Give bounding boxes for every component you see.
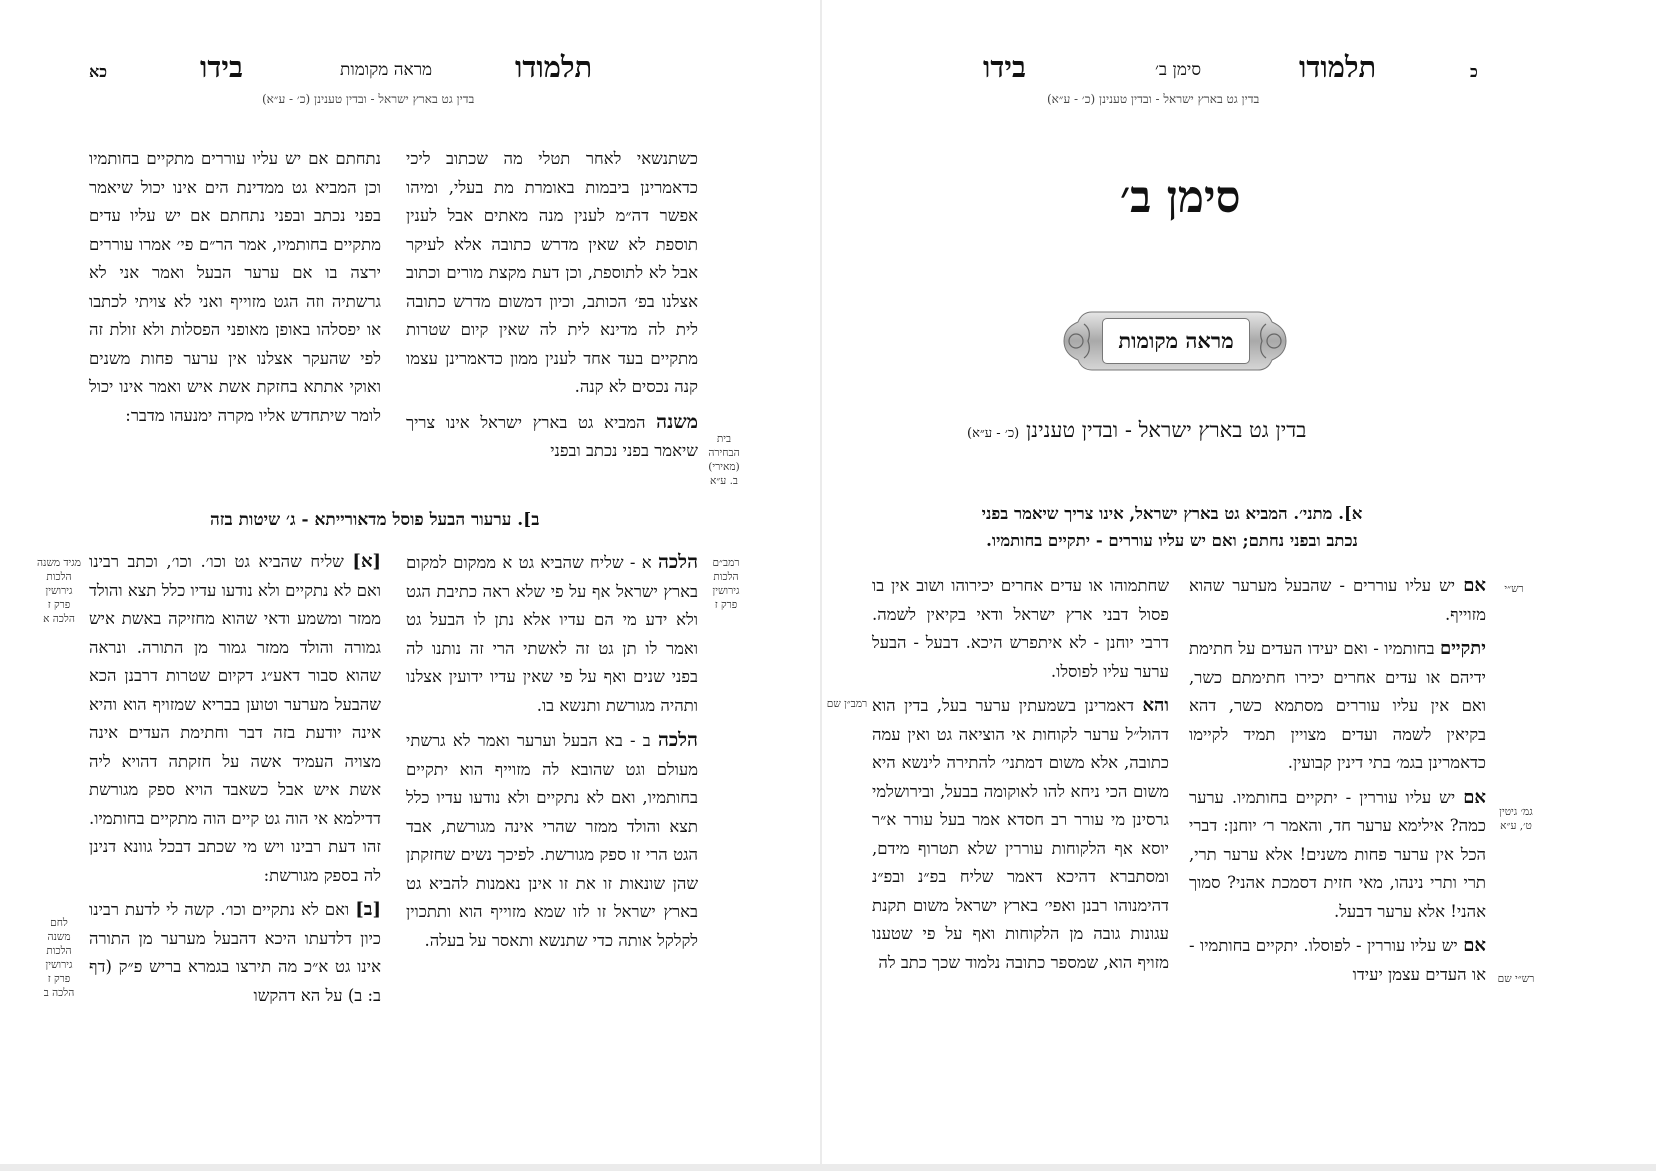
side-ref-beit-habechira: בית הבחירה (מאירי) ב. ע״א xyxy=(708,433,740,487)
halacha-a-text: א - שליח שהביא גט א ממקום למקום בארץ ישראל אף על פי שלא ראה כתיבת הגט ולא ידע מי הם עדיו אלא נתן לו הבעל גט ואמר לו תן גט זה לאשתי הרי זה נותנו לה בפני שנים ואף על פי שאין עדיו ידועין אצלנו ותהיה מגורשת ותנשא בו. xyxy=(406,553,698,715)
badge-label: מראה מקומות xyxy=(1102,318,1250,364)
paragraph-text: יש עליו עוררין - לפוסלו. יתקיים בחותמיו - או העדים עצמן יעידו xyxy=(1189,936,1486,984)
header-section: מראה מקומות xyxy=(340,60,433,80)
side-ref-rambam: רמב״ם הלכות גירושין פרק ז xyxy=(712,557,740,611)
note-b-text: ואם לא נתקיים וכו׳. קשה לי לדעת רבינו כיון דלדעתו היכא דהבעל מערער מן התורה אינו גט א״כ מה תירצו בגמרא בריש פ״ק (דף ב: ב) על הא דהקשו xyxy=(89,900,381,1005)
header-title-right: תלמודו xyxy=(1299,50,1377,84)
paragraph-text: דאמרינן בשמעתין ערער בעל, בדין הוא דהול״ל ערער לקוחות אי הוציאה גט ואין עמה כתובה, אלא משום דמתני׳ להתירה לינשא היא משום הכי ניחא להו לאוקומה בבעל, ובירושלמי גרסינן מי עורר רב חסדא אמר בעל עורר א״ר יוסא אף הלקוחות עוררין שלא תטרוף מידם, ומסתברא דהיכא דאמר שליח בפ״נ ובפ״נ דהימנוהו רבנן ואפי׳ בארץ ישראל משום תקנת עגונות גובה מן הלקוחות ואף על פי שטענו מזויף הוא, שמספר כתובה נלמוד שכך כתב לה xyxy=(872,696,1169,972)
header-subtitle: בדין גט בארץ ישראל - ובדין טענינן (כ׳ - ע״א) xyxy=(1047,92,1260,106)
halacha-keyword: הלכה xyxy=(657,729,698,751)
header-subtitle: בדין גט בארץ ישראל - ובדין טענינן (כ׳ - ע״א) xyxy=(262,92,475,106)
note-a xyxy=(89,548,381,890)
halacha-b xyxy=(406,726,698,955)
header-title-left: בידו xyxy=(200,50,243,84)
top-column-left xyxy=(89,145,381,436)
keyword: אם xyxy=(1463,575,1486,596)
keyword: והא xyxy=(1142,695,1169,716)
intro-line: נכתב ובפני נחתם; ואם יש עליו עוררים - יתקיים בחותמיו. xyxy=(986,531,1358,550)
commentary-paragraph xyxy=(1189,635,1486,778)
commentary-paragraph xyxy=(1189,932,1486,989)
bottom-column-right xyxy=(406,548,698,961)
side-ref-gemara-gittin: גמ׳ גיטין ט׳, ע״א xyxy=(1499,806,1533,832)
header-title-left: בידו xyxy=(983,50,1026,84)
side-ref-ramban: רמב״ן שם xyxy=(826,698,868,710)
siman-title: סימן ב׳ xyxy=(1120,172,1241,223)
paragraph: נתחתם אם יש עליו עוררים מתקיים בחותמיו וכן המביא גט ממדינת הים אינו יכול שיאמר בפני נכתב ובפני נתחתם אם יש עליו עדים מתקיים בחותמיו, אמר הר״ם פי׳ אמרו עוררים ירצה בו אם ערער הבעל ואמר אני לא גרשתיה וזה הגט מזוייף ואני לא צויתי לכתבו או יפסלהו באופן מאופני הפסלות ולא זולת זה לפי שהעקר אצלנו אין ערער פחות משנים ואוקי אתתא בחזקת אשת איש ואמר אינו יכול לומר שיתחדש אליו מקרה ימנעהו מדבר: xyxy=(89,149,381,425)
intro-mishna xyxy=(932,500,1412,554)
paragraph: כשתנשאי לאחר תטלי מה שכתוב ליכי כדאמרינן ביבמות באומרת מת בעלי, ומיהו אפשר דה״מ לענין מנה מאתים אבל לענין תוספת לא שאין מדרש כתובה אלא לעיקר אבל לא לתוספת, וכן דעת מקצת מורים וכתוב אצלנו בפ׳ הכותב, וכיון דמשום מדרש כתובה לית לה מדינא לית לה שאין קיום שטרות מתקיים בעד אחד לענין ממון כדאמרינן עצמו קנה נכסים לא קנה. xyxy=(406,149,698,396)
page-number: כא xyxy=(89,62,108,81)
main-column-left xyxy=(872,572,1169,983)
halacha-b-text: ב - בא הבעל וערער ואמר לא גרשתי מעולם וגט שהובא לה מזוייף הוא יתקיים בחותמיו, ואם לא נתקיים ולא נודעו עדיו כלל תצא והולד ממזר שהרי אינה מגורשת, אבד הגט הרי זו ספק מגורשת. לפיכך נשים שחזקתן שהן שונאות זו את זו אינן נאמנות להביא גט בארץ ישראל זו לזו שמא מזוייף הוא ותתכוין לקלקל אותה כדי שתנשא ותאסר על בעלה. xyxy=(406,731,698,950)
mishna-keyword: משנה xyxy=(656,410,698,433)
keyword: אם xyxy=(1463,786,1486,808)
paragraph-text: יש עליו עוררים - שהבעל מערער שהוא מזוייף. xyxy=(1189,576,1486,624)
page-number: כ xyxy=(1470,62,1478,81)
mishna-paragraph xyxy=(406,408,698,466)
top-column-right xyxy=(406,145,698,472)
intro-line: א]. מתני׳. המביא גט בארץ ישראל, אינו צריך שיאמר בפני xyxy=(981,504,1363,523)
section-badge xyxy=(1062,308,1288,374)
commentary-paragraph: שחתמוהו או עדים אחרים יכירוהו ושוב אין בו פסול דבני ארץ ישראל ודאי בקיאין לשמה. דרבי יוחנן - לא איתפרש היכא. דבעל - הבעל ערער עליו לפוסלו. xyxy=(872,576,1169,681)
side-ref-rashi-sham: רש״י שם xyxy=(1497,973,1535,985)
ramban-paragraph xyxy=(872,692,1169,977)
halacha-keyword: הלכה xyxy=(657,551,699,573)
main-column-right xyxy=(1189,572,1486,995)
note-b xyxy=(89,896,381,1010)
right-page xyxy=(822,0,1656,1164)
mishna-text: המביא גט בארץ ישראל אינו צריך שיאמר בפני נכתב ובפני xyxy=(406,412,698,460)
note-bracket: [ב] xyxy=(355,899,381,920)
topic-ref: (כ׳ - ע״א) xyxy=(967,426,1020,441)
side-ref-maggid-mishna: מגיד משנה הלכות גירושין פרק ז הלכה א xyxy=(37,557,81,625)
gemara-paragraph xyxy=(1189,784,1486,927)
side-ref-rashi: רש״י xyxy=(1504,583,1524,595)
left-page xyxy=(0,0,820,1164)
keyword: אם xyxy=(1463,935,1486,956)
side-ref-lechem-mishna: לחם משנה הלכות גירושין פרק ז הלכה ב xyxy=(43,917,75,999)
note-a-text: שליח שהביא גט וכו׳. וכו׳, וכתב רבינו ואם לא נתקיים ולא נודעו עדיו כלל תצא והולד ממזר ומשמע ודאי שהוא מחזיקה באשת איש גמורה והולד ממזר גמור מן התורה. ונראה שהוא סבור דאע״ג דקיום שטרות דרבנן הכא שהבעל מערער וטוען בבריא שמזויף הוא והיא אינה יודעת בזה דבר וחתימת העדים אינה מצויה העמיד אשה על חזקתה דהויא ליה אשת איש אבל כשאבד הויא ספק מגורשת דדילמא אי הוה גט קיים הוה מתקיים בחותמיו. זהו דעת רבינו ויש מי שכתב דבכל גוונא דנינן לה בספק מגורשת: xyxy=(89,552,381,885)
keyword: יתקיים xyxy=(1439,638,1486,659)
paragraph-text: יש עליו עוררין - יתקיים בחותמיו. ערער כמה? אילימא ערער חד, והאמר ר׳ יוחנן: דברי הכל אין ערער פחות משנים! אלא ערער תרי, תרי ותרי נינהו, מאי חזית דסמכת אהני? סמוך אהני! אלא ערער דבעל. xyxy=(1189,787,1486,921)
header-section: סימן ב׳ xyxy=(1155,60,1202,80)
section-title: ב]. ערעור הבעל פוסל מדאורייתא - ג׳ שיטות בזה xyxy=(210,510,540,530)
halacha-a xyxy=(406,548,698,720)
topic-line xyxy=(967,418,1306,443)
note-bracket: [א] xyxy=(352,551,382,572)
header-title-right: תלמודו xyxy=(515,50,593,84)
topic-text: בדין גט בארץ ישראל - ובדין טענינן xyxy=(1025,418,1307,442)
paragraph-text: בחותמיו - ואם יעידו העדים על חתימת ידיהם או עדים אחרים יכירו חתימתם כשר, ואם אין עליו עוררים מסתמא כשר, דהא בקיאין לשמה ועדים מצויין תמיד לקיימו כדאמרינן בגמ׳ בתי דינין קבועין. xyxy=(1189,639,1486,772)
commentary-paragraph xyxy=(1189,572,1486,629)
bottom-column-left xyxy=(89,548,381,1016)
